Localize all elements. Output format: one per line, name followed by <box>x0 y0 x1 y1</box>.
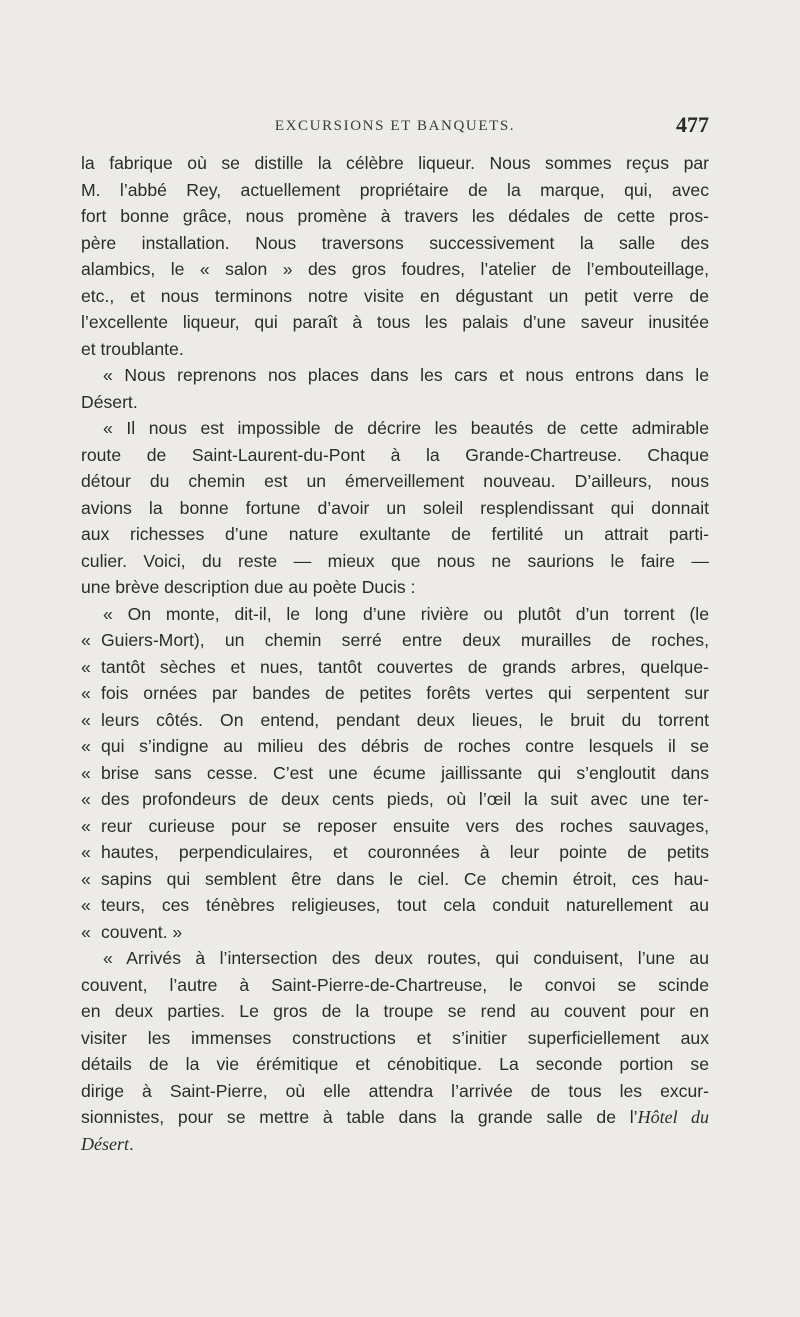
quoted-line-text: leurs côtés. On entend, pendant deux lieues, le bruit du torrent <box>101 709 709 730</box>
text-line: une brève description due au poète Ducis : <box>81 577 416 597</box>
quoted-line-text: teurs, ces ténèbres religieuses, tout cela conduit naturellement au <box>101 895 709 915</box>
quote-mark: « <box>81 630 91 650</box>
quoted-line <box>81 760 709 787</box>
text-line: visiter les immenses constructions et s’initier superficiellement aux <box>81 1027 709 1048</box>
quoted-line-text: Guiers-Mort), un chemin serré entre deux murailles de roches, <box>101 630 709 650</box>
text-line: alambics, le « salon » des gros foudres, l’atelier de l’embouteillage, <box>81 259 709 279</box>
quoted-line <box>81 919 709 946</box>
quoted-line <box>81 654 709 681</box>
text-line: route de Saint-Laurent-du-Pont à la Grande-Chartreuse. Chaque <box>81 444 709 465</box>
quote-mark: « <box>81 842 91 862</box>
quoted-line <box>81 733 709 760</box>
quote-mark: « <box>81 736 91 756</box>
quoted-line-text: reur curieuse pour se reposer ensuite vers des roches sauvages, <box>101 815 709 836</box>
paragraph <box>81 601 709 628</box>
text-line: l’excellente liqueur, qui paraît à tous les palais d’une saveur inusitée <box>81 312 709 332</box>
text-line <box>81 1104 709 1131</box>
text-line <box>81 1131 709 1158</box>
quoted-line-text: qui s’indigne au milieu des débris de roches contre lesquels il se <box>101 736 709 756</box>
text-line-segment: sionnistes, pour se mettre à table dans la grande salle de l’ <box>81 1107 638 1127</box>
quotation-block <box>81 627 709 945</box>
quoted-line <box>81 627 709 654</box>
quoted-line-text: sapins qui semblent être dans le ciel. Ce chemin étroit, ces hau- <box>101 868 709 889</box>
text-line: dirige à Saint-Pierre, où elle attendra l’arrivée de tous les excur- <box>81 1080 709 1101</box>
quoted-line <box>81 839 709 866</box>
paragraph <box>81 362 709 415</box>
text-line: la fabrique où se distille la célèbre liqueur. Nous sommes reçus par <box>81 153 709 173</box>
text-line: couvent, l’autre à Saint-Pierre-de-Chartreuse, le convoi se scinde <box>81 974 709 995</box>
page-header <box>81 112 709 142</box>
quote-mark: « <box>81 789 91 809</box>
quoted-line-text: des profondeurs de deux cents pieds, où l’œil la suit avec une ter- <box>101 789 709 809</box>
quote-mark: « <box>81 762 91 783</box>
text-line: « On monte, dit-il, le long d’une rivière ou plutôt d’un torrent (le <box>103 603 709 624</box>
text-line: « Arrivés à l’intersection des deux routes, qui conduisent, l’une au <box>103 948 709 968</box>
quote-mark: « <box>81 921 91 942</box>
quote-mark: « <box>81 815 91 836</box>
text-line: et troublante. <box>81 338 184 359</box>
running-title: EXCURSIONS ET BANQUETS. <box>274 118 516 134</box>
text-line: etc., et nous terminons notre visite en dégustant un petit verre de <box>81 285 709 306</box>
text-line: fort bonne grâce, nous promène à travers les dédales de cette pros- <box>81 206 709 226</box>
quoted-line-text: couvent. » <box>101 921 183 942</box>
text-line: en deux parties. Le gros de la troupe se rend au couvent pour en <box>81 1001 709 1021</box>
quoted-line <box>81 892 709 919</box>
text-line: M. l’abbé Rey, actuellement propriétaire de la marque, qui, avec <box>81 179 709 200</box>
text-line: détails de la vie érémitique et cénobitique. La seconde portion se <box>81 1054 709 1074</box>
text-line: avions la bonne fortune d’avoir un soleil resplendissant qui donnait <box>81 497 709 518</box>
quote-mark: « <box>81 709 91 730</box>
quoted-line-text: hautes, perpendiculaires, et couronnées à leur pointe de petits <box>101 842 709 862</box>
text-line: père installation. Nous traversons successivement la salle des <box>81 232 709 253</box>
page-number: 477 <box>676 112 709 137</box>
quote-mark: « <box>81 868 91 889</box>
quoted-line <box>81 866 709 893</box>
paragraph <box>81 415 709 601</box>
quote-mark: « <box>81 895 91 915</box>
quoted-line <box>81 680 709 707</box>
paragraph <box>81 945 709 1157</box>
quoted-line-text: brise sans cesse. C’est une écume jaillissante qui s’engloutit dans <box>101 762 709 783</box>
text-line: « Il nous est impossible de décrire les beautés de cette admirable <box>103 418 709 438</box>
quoted-line-text: fois ornées par bandes de petites forêts vertes qui serpentent sur <box>101 683 709 703</box>
quoted-line <box>81 786 709 813</box>
closing-period: . <box>129 1133 134 1154</box>
hotel-name-italic-continued: Désert <box>81 1133 129 1154</box>
text-line: aux richesses d’une nature exultante de fertilité un attrait parti- <box>81 524 709 544</box>
quoted-line-text: tantôt sèches et nues, tantôt couvertes de grands arbres, quelque- <box>101 656 709 677</box>
quoted-line <box>81 813 709 840</box>
quoted-line <box>81 707 709 734</box>
body-text <box>81 150 709 1157</box>
text-line: Désert. <box>81 391 138 412</box>
paragraph <box>81 150 709 362</box>
hotel-name-italic: Hôtel du <box>637 1107 709 1127</box>
quote-mark: « <box>81 683 91 703</box>
text-line: culier. Voici, du reste — mieux que nous ne saurions le faire — <box>81 550 709 571</box>
text-line: « Nous reprenons nos places dans les cars et nous entrons dans le <box>103 365 709 385</box>
text-line: détour du chemin est un émerveillement nouveau. D’ailleurs, nous <box>81 471 709 491</box>
quote-mark: « <box>81 656 91 677</box>
